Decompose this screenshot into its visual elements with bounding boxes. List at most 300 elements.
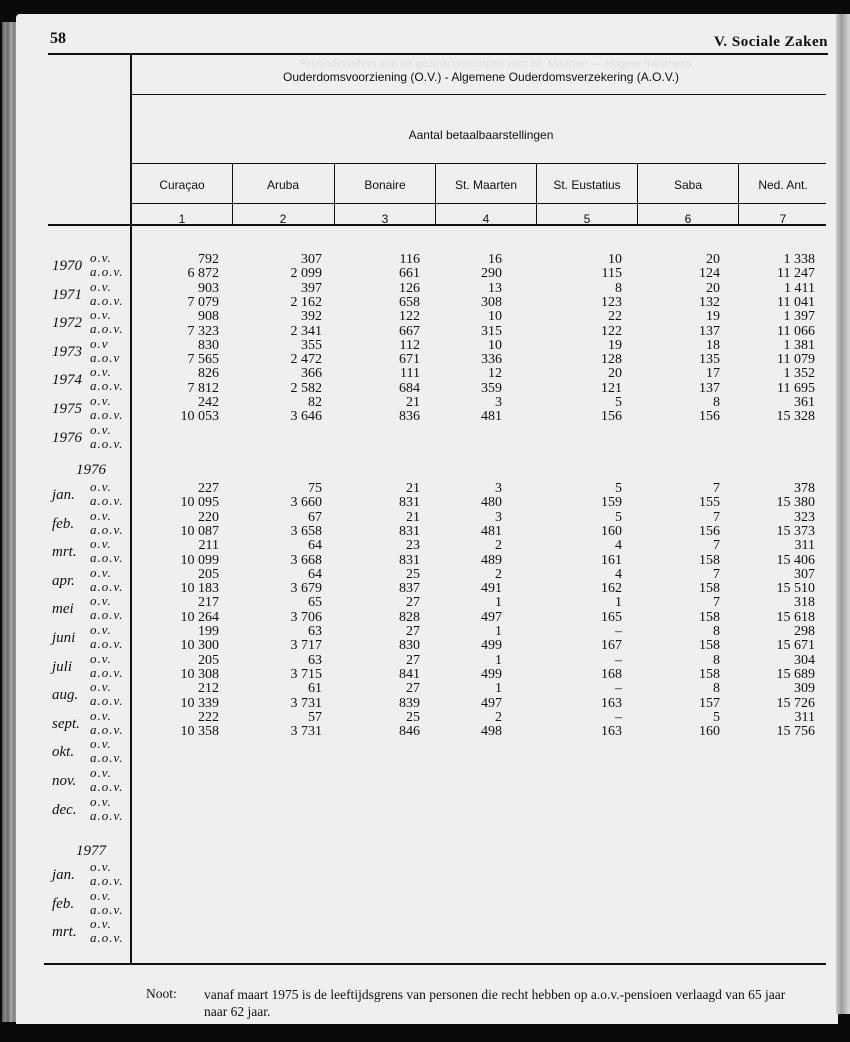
table-cell: 10 300 <box>180 638 219 654</box>
column-header: Saba <box>673 178 703 192</box>
table-cell: – <box>615 624 622 639</box>
table-cell: 7 <box>713 566 720 582</box>
table-cell: 323 <box>794 509 815 525</box>
table-cell: 498 <box>481 724 502 740</box>
table-cell: 67 <box>308 509 322 525</box>
table-cell: 212 <box>198 681 219 697</box>
table-cell: 126 <box>399 280 420 296</box>
row-month: mrt. <box>52 544 77 561</box>
table-cell: 158 <box>699 552 720 568</box>
row-month: sept. <box>52 715 80 732</box>
row-sub-ov: o.v. <box>90 564 112 580</box>
row-month: apr. <box>52 572 75 589</box>
table-cell: 10 308 <box>180 666 219 682</box>
table-cell: 27 <box>406 652 420 668</box>
table-cell: 135 <box>699 352 720 368</box>
row-year: 1970 <box>52 258 82 274</box>
table-cell: 908 <box>198 309 219 325</box>
table-cell: 112 <box>399 337 420 353</box>
row-sub-ov: o.v. <box>90 593 112 609</box>
row-sub-ov: o.v. <box>90 536 112 552</box>
table-cell: 10 264 <box>180 609 219 625</box>
row-month: aug. <box>52 687 79 704</box>
row-sub-aov: a.o.v. <box>90 873 124 888</box>
table-cell: 156 <box>699 409 720 425</box>
table-cell: 831 <box>399 523 420 539</box>
table-cell: 1 <box>495 681 502 697</box>
table-cell: 10 <box>488 309 502 325</box>
table-cell: 3 679 <box>290 581 322 597</box>
row-sub-ov: o.v. <box>90 421 112 437</box>
table-cell: 828 <box>399 609 420 625</box>
row-month: jan. <box>52 867 75 883</box>
table-cell: 481 <box>481 409 502 425</box>
table-cell: 3 731 <box>290 724 322 740</box>
table-cell: 3 646 <box>290 409 322 425</box>
table-cell: 116 <box>399 252 420 267</box>
table-cell: 846 <box>399 724 420 740</box>
table-cell: 2 162 <box>290 294 322 310</box>
row-month: juli <box>52 658 73 675</box>
row-sub-aov: a.o.v. <box>90 779 124 794</box>
table-cell: 315 <box>481 323 502 339</box>
table-cell: 124 <box>699 266 720 282</box>
table-cell: 5 <box>615 509 622 525</box>
table-cell: 122 <box>399 309 420 325</box>
table-cell: 499 <box>481 638 502 654</box>
row-sub-aov: a.o.v. <box>90 693 124 709</box>
note-label: Noot: <box>146 986 177 1001</box>
table-cell: 830 <box>198 337 219 353</box>
note-text: vanaf maart 1975 is de leeftijdsgrens van personen die recht hebben op a.o.v.-pensioen verlaagd van 65 jaar naar 62 jaar. <box>204 987 786 1019</box>
table-cell: 7 <box>713 595 720 611</box>
table-cell: 158 <box>699 666 720 682</box>
table-cell: 121 <box>601 380 622 396</box>
table-cell: 2 472 <box>290 352 322 368</box>
table-title: Ouderdomsvoorziening (O.V.) - Algemene Ouderdomsverzekering (A.O.V.) <box>283 70 679 84</box>
table-cell: 25 <box>406 566 420 582</box>
table-cell: 19 <box>706 309 720 325</box>
table-cell: 23 <box>406 538 420 554</box>
table-cell: 155 <box>699 495 720 511</box>
table-cell: 308 <box>481 294 502 310</box>
table-cell: 7 <box>713 509 720 525</box>
table-cell: 15 671 <box>776 638 815 654</box>
table-cell: 1 397 <box>783 309 815 325</box>
table-cell: 10 358 <box>180 724 219 740</box>
table-cell: 836 <box>399 409 420 425</box>
row-sub-aov: a.o.v. <box>90 607 124 623</box>
table-cell: 378 <box>794 481 815 496</box>
chapter-heading: V. Sociale Zaken <box>714 34 828 50</box>
table-cell: 217 <box>198 595 219 611</box>
table-cell: 27 <box>406 624 420 639</box>
table-cell: 137 <box>699 380 720 396</box>
row-sub-ov: o.v. <box>90 650 112 666</box>
table-cell: 15 689 <box>776 666 815 682</box>
table-cell: 10 183 <box>180 581 219 597</box>
table-cell: 156 <box>699 523 720 539</box>
table-cell: 2 <box>495 709 502 725</box>
table-cell: 161 <box>601 552 622 568</box>
row-sub-ov: o.v. <box>90 793 112 809</box>
table-cell: – <box>615 681 622 697</box>
row-sub-ov: o.v. <box>90 887 112 903</box>
row-month: mrt. <box>52 924 77 941</box>
table-cell: 6 872 <box>187 266 219 282</box>
table-cell: 3 715 <box>290 666 322 682</box>
table-cell: 2 099 <box>290 266 322 282</box>
table-cell: 15 380 <box>776 495 815 511</box>
table-cell: 11 041 <box>777 294 815 310</box>
table-cell: 128 <box>601 352 622 368</box>
table-cell: 298 <box>794 624 815 639</box>
column-header: St. Maarten <box>454 178 518 192</box>
table-cell: 7 812 <box>187 380 219 396</box>
table-cell: 661 <box>399 266 420 282</box>
table-cell: 111 <box>400 366 420 382</box>
table-cell: 481 <box>481 523 502 539</box>
table-cell: 359 <box>481 380 502 396</box>
table-cell: 3 658 <box>290 523 322 539</box>
row-sub-aov: a.o.v. <box>90 493 124 508</box>
table-cell: 7 079 <box>187 294 219 310</box>
table-cell: 158 <box>699 638 720 654</box>
table-cell: 122 <box>601 323 622 339</box>
table-cell: 366 <box>301 366 322 382</box>
table-cell: 3 668 <box>290 552 322 568</box>
table-cell: 11 247 <box>777 266 815 282</box>
table-cell: 8 <box>713 681 720 697</box>
row-sub-aov: a.o.v. <box>90 901 124 917</box>
row-sub-ov: o.v. <box>90 622 112 637</box>
table-cell: 10 099 <box>180 552 219 568</box>
table-cell: 3 660 <box>290 495 322 511</box>
table-cell: 168 <box>601 666 622 682</box>
table-cell: 82 <box>308 395 322 410</box>
table-cell: 15 618 <box>776 609 815 625</box>
table-cell: 20 <box>706 252 720 267</box>
table-cell: 311 <box>794 538 815 554</box>
table-cell: 1 352 <box>783 366 815 382</box>
row-month: jan. <box>52 487 75 503</box>
row-year: 1975 <box>52 401 82 417</box>
row-sub-ov: o.v. <box>90 679 112 695</box>
row-sub-aov: a.o.v. <box>90 378 124 394</box>
table-cell: 156 <box>601 409 622 425</box>
table-cell: 1 <box>495 595 502 611</box>
table-cell: 361 <box>794 395 815 410</box>
table-cell: 8 <box>713 652 720 668</box>
table-cell: 132 <box>699 294 720 310</box>
table-cell: 1 <box>495 652 502 668</box>
table-cell: 25 <box>406 709 420 725</box>
table-cell: 903 <box>198 280 219 296</box>
table-cell: 355 <box>301 337 322 353</box>
row-sub-ov: o.v. <box>90 765 112 780</box>
table-cell: 3 717 <box>290 638 322 654</box>
table-top-rule <box>48 53 828 55</box>
row-year: 1973 <box>52 343 82 360</box>
row-sub-ov: o.v <box>90 335 109 351</box>
row-sub-aov: a.o.v <box>90 349 121 365</box>
table-cell: 792 <box>198 252 219 267</box>
table-cell: 2 <box>495 538 502 554</box>
table-cell: 837 <box>399 581 420 597</box>
table-cell: 27 <box>406 595 420 611</box>
column-header: Aruba <box>266 178 300 192</box>
row-sub-aov: a.o.v. <box>90 578 124 594</box>
table-cell: 163 <box>601 695 622 711</box>
page-number: 58 <box>50 30 66 47</box>
table-cell: 2 341 <box>290 323 322 339</box>
table-cell: 15 510 <box>776 581 815 597</box>
table-cell: 15 406 <box>776 552 815 568</box>
table-cell: 7 <box>713 481 720 496</box>
table-cell: 8 <box>713 624 720 639</box>
table-cell: 489 <box>481 552 502 568</box>
table-cell: 63 <box>308 652 322 668</box>
table-cell: 336 <box>481 352 502 368</box>
table-cell: 205 <box>198 566 219 582</box>
table-cell: 392 <box>301 309 322 325</box>
table-cell: 21 <box>406 395 420 410</box>
table-cell: 10 053 <box>180 409 219 425</box>
row-sub-ov: o.v. <box>90 364 112 380</box>
table-cell: 158 <box>699 609 720 625</box>
row-month: dec. <box>52 801 77 818</box>
table-cell: 65 <box>308 595 322 611</box>
table-cell: 158 <box>699 581 720 597</box>
table-cell: 3 <box>495 395 502 410</box>
table-cell: 4 <box>615 566 622 582</box>
table-cell: 658 <box>399 294 420 310</box>
table-cell: 10 <box>488 337 502 353</box>
column-header: Ned. Ant. <box>758 178 808 192</box>
table-cell: 1 381 <box>783 337 815 353</box>
column-number: 6 <box>684 212 692 226</box>
table-cell: 841 <box>399 666 420 682</box>
table-cell: 1 <box>495 624 502 639</box>
table-cell: 64 <box>308 538 322 554</box>
table-cell: 830 <box>399 638 420 654</box>
table-cell: 159 <box>601 495 622 511</box>
row-month: okt. <box>52 744 75 761</box>
table-cell: 8 <box>713 395 720 410</box>
column-header-rule <box>132 203 826 204</box>
table-cell: 199 <box>198 624 219 639</box>
table-cell: 2 <box>495 566 502 582</box>
table-cell: 167 <box>601 638 622 654</box>
column-header: St. Eustatius <box>553 178 621 192</box>
table-cell: 64 <box>308 566 322 582</box>
column-header: Bonaire <box>364 178 406 192</box>
table-subtitle: Aantal betaalbaarstellingen <box>408 128 554 142</box>
table-cell: 309 <box>794 681 815 697</box>
table-cell: 5 <box>713 709 720 725</box>
table-cell: 480 <box>481 495 502 511</box>
table-cell: 17 <box>706 366 720 382</box>
table-cell: 671 <box>399 352 420 368</box>
table-cell: 63 <box>308 624 322 639</box>
row-month: juni <box>52 630 76 646</box>
table-cell: 491 <box>481 581 502 597</box>
table-cell: 18 <box>706 337 720 353</box>
row-sub-aov: a.o.v. <box>90 721 124 737</box>
row-sub-aov: a.o.v. <box>90 550 124 566</box>
row-sub-aov: a.o.v. <box>90 292 124 308</box>
column-number: 2 <box>279 212 287 226</box>
table-cell: – <box>615 709 622 725</box>
table-cell: 304 <box>794 652 815 668</box>
table-cell: 307 <box>301 252 322 267</box>
table-cell: 3 706 <box>290 609 322 625</box>
table-cell: 160 <box>601 523 622 539</box>
table-cell: 21 <box>406 509 420 525</box>
table-cell: 15 756 <box>776 724 815 740</box>
row-month: feb. <box>52 515 75 532</box>
table-cell: 10 339 <box>180 695 219 711</box>
table-cell: 1 <box>615 595 622 611</box>
table-cell: 839 <box>399 695 420 711</box>
table-cell: 211 <box>198 538 219 554</box>
table-cell: 7 323 <box>187 323 219 339</box>
table-cell: 3 731 <box>290 695 322 711</box>
table-cell: 115 <box>601 266 622 282</box>
table-cell: 831 <box>399 495 420 511</box>
row-sub-aov: a.o.v. <box>90 664 124 680</box>
table-cell: 667 <box>399 323 420 339</box>
row-year: 1972 <box>52 315 82 332</box>
row-sub-aov: a.o.v. <box>90 930 124 946</box>
table-cell: – <box>615 652 622 668</box>
row-year: 1971 <box>52 286 82 303</box>
row-year: 1976 <box>52 429 82 446</box>
table-cell: 1 338 <box>783 252 815 267</box>
table-cell: 165 <box>601 609 622 625</box>
table-cell: 75 <box>308 481 322 496</box>
table-cell: 11 695 <box>777 380 815 396</box>
column-number: 4 <box>482 212 490 226</box>
table-cell: 160 <box>699 724 720 740</box>
table-cell: 497 <box>481 609 502 625</box>
table-cell: 205 <box>198 652 219 668</box>
section-year: 1976 <box>76 462 106 478</box>
table-cell: 57 <box>308 709 322 725</box>
row-sub-ov: o.v. <box>90 479 112 494</box>
table-cell: 4 <box>615 538 622 554</box>
table-cell: 16 <box>488 252 502 267</box>
table-cell: 3 <box>495 509 502 525</box>
table-cell: 12 <box>488 366 502 382</box>
row-sub-aov: a.o.v. <box>90 750 124 766</box>
table-cell: 290 <box>481 266 502 282</box>
table-cell: 826 <box>198 366 219 382</box>
table-cell: 15 726 <box>776 695 815 711</box>
row-sub-aov: a.o.v. <box>90 521 124 537</box>
row-sub-aov: a.o.v. <box>90 321 124 337</box>
table-cell: 137 <box>699 323 720 339</box>
table-cell: 21 <box>406 481 420 496</box>
row-sub-ov: o.v. <box>90 278 112 294</box>
table-cell: 2 582 <box>290 380 322 396</box>
row-year: 1974 <box>52 372 82 389</box>
column-number: 3 <box>381 212 389 226</box>
table-cell: 7 <box>713 538 720 554</box>
table-cell: 11 066 <box>777 323 815 339</box>
table-cell: 11 079 <box>777 352 815 368</box>
table-cell: 162 <box>601 581 622 597</box>
table-cell: 15 373 <box>776 523 815 539</box>
table-cell: 10 095 <box>180 495 219 511</box>
row-sub-aov: a.o.v. <box>90 407 124 422</box>
table-cell: 220 <box>198 509 219 525</box>
table-cell: 222 <box>198 709 219 725</box>
table-cell: 15 328 <box>776 409 815 425</box>
table-cell: 397 <box>301 280 322 296</box>
table-cell: 318 <box>794 595 815 611</box>
table-cell: 123 <box>601 294 622 310</box>
table-cell: 5 <box>615 395 622 410</box>
row-sub-ov: o.v. <box>90 307 112 323</box>
row-month: nov. <box>52 773 77 789</box>
table-cell: 19 <box>608 337 622 353</box>
table-cell: 497 <box>481 695 502 711</box>
table-cell: 8 <box>615 280 622 296</box>
row-sub-ov: o.v. <box>90 859 112 874</box>
bleed-through-text: Prijsindexcijfers van de gezinsconsumptie voor St. Maarten — Hogere Inkomens <box>300 58 692 70</box>
row-sub-aov: a.o.v. <box>90 807 124 823</box>
table-cell: 499 <box>481 666 502 682</box>
subtitle-rule <box>132 163 826 164</box>
row-sub-ov: o.v. <box>90 707 112 723</box>
table-cell: 684 <box>399 380 420 396</box>
section-year: 1977 <box>76 843 106 859</box>
column-number: 7 <box>779 212 787 226</box>
table-cell: 27 <box>406 681 420 697</box>
row-sub-ov: o.v. <box>90 736 112 752</box>
table-cell: 1 411 <box>784 280 815 296</box>
table-cell: 3 <box>495 481 502 496</box>
row-sub-ov: o.v. <box>90 250 112 265</box>
table-cell: 227 <box>198 481 219 496</box>
row-sub-aov: a.o.v. <box>90 264 124 279</box>
column-header: Curaçao <box>159 178 205 192</box>
table-cell: 10 087 <box>180 523 219 539</box>
table-cell: 242 <box>198 395 219 410</box>
table-cell: 13 <box>488 280 502 296</box>
table-cell: 831 <box>399 552 420 568</box>
row-sub-ov: o.v. <box>90 916 112 932</box>
row-sub-ov: o.v. <box>90 507 112 523</box>
table-cell: 22 <box>608 309 622 325</box>
column-number: 1 <box>178 212 186 226</box>
table-cell: 7 565 <box>187 352 219 368</box>
table-cell: 61 <box>308 681 322 697</box>
table-cell: 20 <box>608 366 622 382</box>
title-rule <box>132 94 826 95</box>
table-bottom-rule <box>44 963 826 965</box>
row-sub-aov: a.o.v. <box>90 636 124 651</box>
table-cell: 307 <box>794 566 815 582</box>
row-sub-aov: a.o.v. <box>90 435 124 451</box>
table-cell: 311 <box>794 709 815 725</box>
column-number: 5 <box>583 212 591 226</box>
table-cell: 157 <box>699 695 720 711</box>
table-cell: 10 <box>608 252 622 267</box>
row-month: feb. <box>52 895 75 912</box>
row-month: mei <box>52 601 74 618</box>
